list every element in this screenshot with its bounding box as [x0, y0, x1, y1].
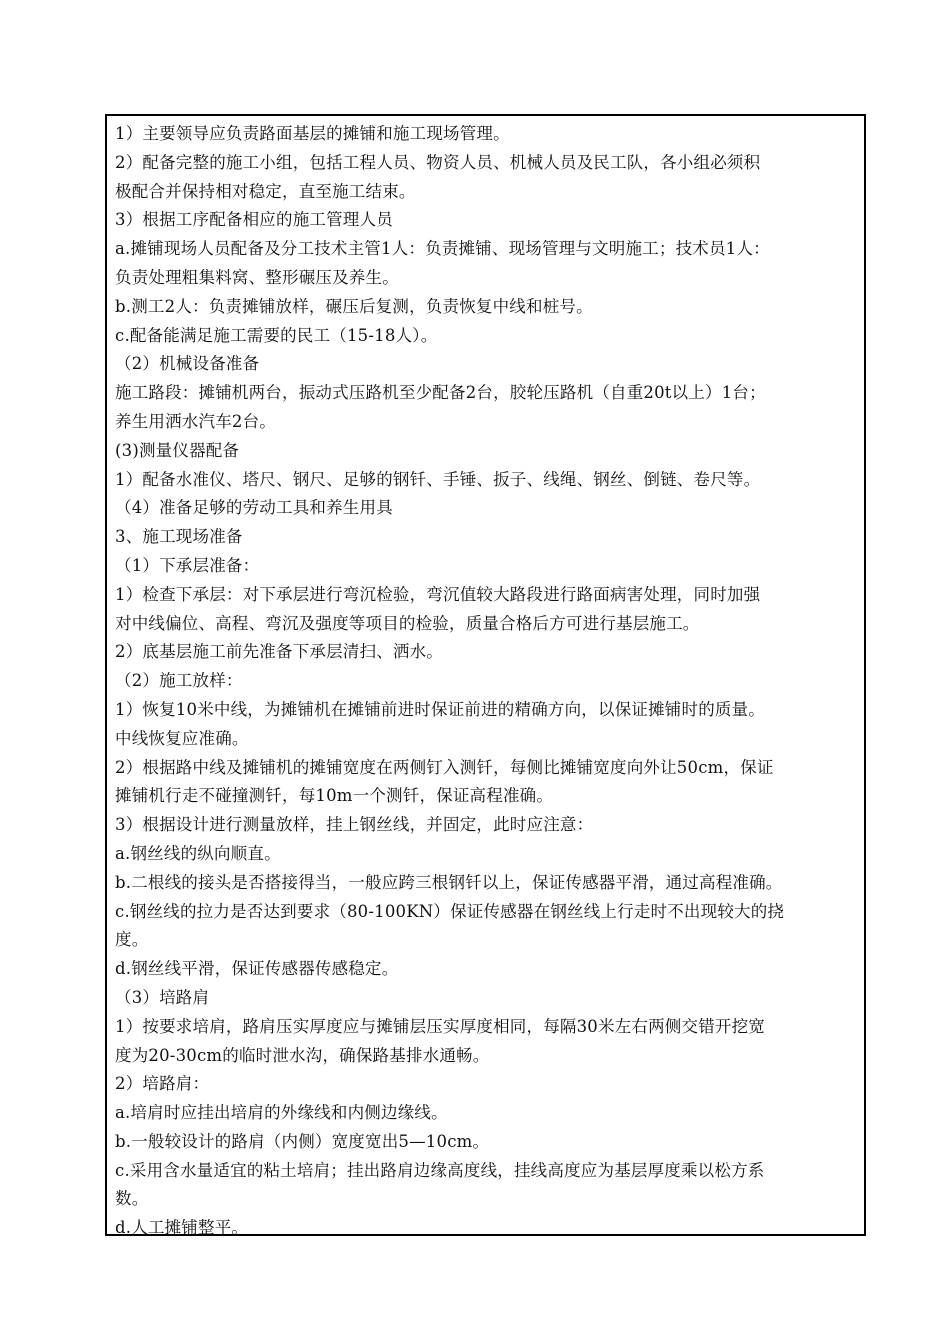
- text-line: a.钢丝线的纵向顺直。: [115, 843, 281, 863]
- text-line: 施工路段：摊铺机两台，振动式压路机至少配备2台，胶轮压路机（自重20t以上）1台；: [115, 383, 766, 403]
- text-line: （4）准备足够的劳动工具和养生用具: [115, 498, 393, 518]
- text-line: 养生用洒水汽车2台。: [115, 411, 276, 431]
- text-line: 极配合并保持相对稳定，直至施工结束。: [115, 181, 416, 201]
- text-line: 摊铺机行走不碰撞测钎，每10m一个测钎，保证高程准确。: [115, 786, 554, 806]
- text-line: （2）施工放样：: [115, 671, 243, 691]
- text-line: 1）主要领导应负责路面基层的摊铺和施工现场管理。: [115, 124, 510, 143]
- text-line: c.配备能满足施工需要的民工（15-18人）。: [115, 325, 438, 345]
- text-line: c.钢丝线的拉力是否达到要求（80-100KN）保证传感器在钢丝线上行走时不出现较大的挠: [115, 901, 785, 921]
- text-line: 负责处理粗集料窝、整形碾压及养生。: [115, 267, 399, 287]
- text-line: 2）底基层施工前先准备下承层清扫、洒水。: [115, 642, 443, 662]
- text-line: 数。: [115, 1189, 149, 1209]
- text-line: 对中线偏位、高程、弯沉及强度等项目的检验，质量合格后方可进行基层施工。: [115, 613, 700, 633]
- text-line: 中线恢复应准确。: [115, 728, 249, 748]
- text-line: 3）根据设计进行测量放样，挂上钢丝线，并固定，此时应注意：: [115, 815, 594, 835]
- text-line: d.钢丝线平滑，保证传感器传感稳定。: [115, 959, 399, 979]
- text-line: （1）下承层准备：: [115, 555, 260, 575]
- text-line: c.采用含水量适宜的粘土培肩；挂出路肩边缘高度线，挂线高度应为基层厚度乘以松方系: [115, 1160, 765, 1180]
- text-line: 2）培路肩：: [115, 1074, 210, 1094]
- text-line: 度为20-30cm的临时泄水沟，确保路基排水通畅。: [115, 1045, 490, 1065]
- text-line: a.摊铺现场人员配备及分工技术主管1人：负责摊铺、现场管理与文明施工；技术员1人：: [115, 239, 770, 259]
- text-line: (3)测量仪器配备: [115, 440, 240, 460]
- text-line: 2）配备完整的施工小组，包括工程人员、物资人员、机械人员及民工队，各小组必须积: [115, 152, 761, 172]
- text-line: 1）恢复10米中线，为摊铺机在摊铺前进时保证前进的精确方向，以保证摊铺时的质量。: [115, 699, 765, 719]
- text-line: 1）配备水准仪、塔尺、钢尺、足够的钢钎、手锤、扳子、线绳、钢丝、倒链、卷尺等。: [115, 469, 761, 489]
- text-line: 1）按要求培肩，路肩压实厚度应与摊铺层压实厚度相同，每隔30米左右两侧交错开挖宽: [115, 1016, 765, 1036]
- text-line: 2）根据路中线及摊铺机的摊铺宽度在两侧钉入测钎，每侧比摊铺宽度向外让50cm，保证: [115, 757, 774, 777]
- text-line: （2）机械设备准备: [115, 354, 260, 374]
- text-line: 3、施工现场准备: [115, 527, 243, 547]
- text-line: b.一般较设计的路肩（内侧）宽度宽出5—10cm。: [115, 1131, 490, 1151]
- text-line: d.人工摊铺整平。: [115, 1218, 249, 1238]
- text-line: （3）培路肩: [115, 987, 210, 1007]
- document-body: [115, 120, 856, 1243]
- text-line: b.二根线的接头是否搭接得当，一般应跨三根钢钎以上，保证传感器平滑，通过高程准确。: [115, 872, 783, 892]
- text-line: 1）检查下承层：对下承层进行弯沉检验，弯沉值较大路段进行路面病害处理，同时加强: [115, 584, 761, 604]
- text-line: 3）根据工序配备相应的施工管理人员: [115, 210, 393, 230]
- text-line: 度。: [115, 930, 149, 950]
- text-line: b.测工2人：负责摊铺放样，碾压后复测，负责恢复中线和桩号。: [115, 296, 593, 316]
- document-frame: [105, 114, 866, 1236]
- text-line: a.培肩时应挂出培肩的外缘线和内侧边缘线。: [115, 1103, 448, 1123]
